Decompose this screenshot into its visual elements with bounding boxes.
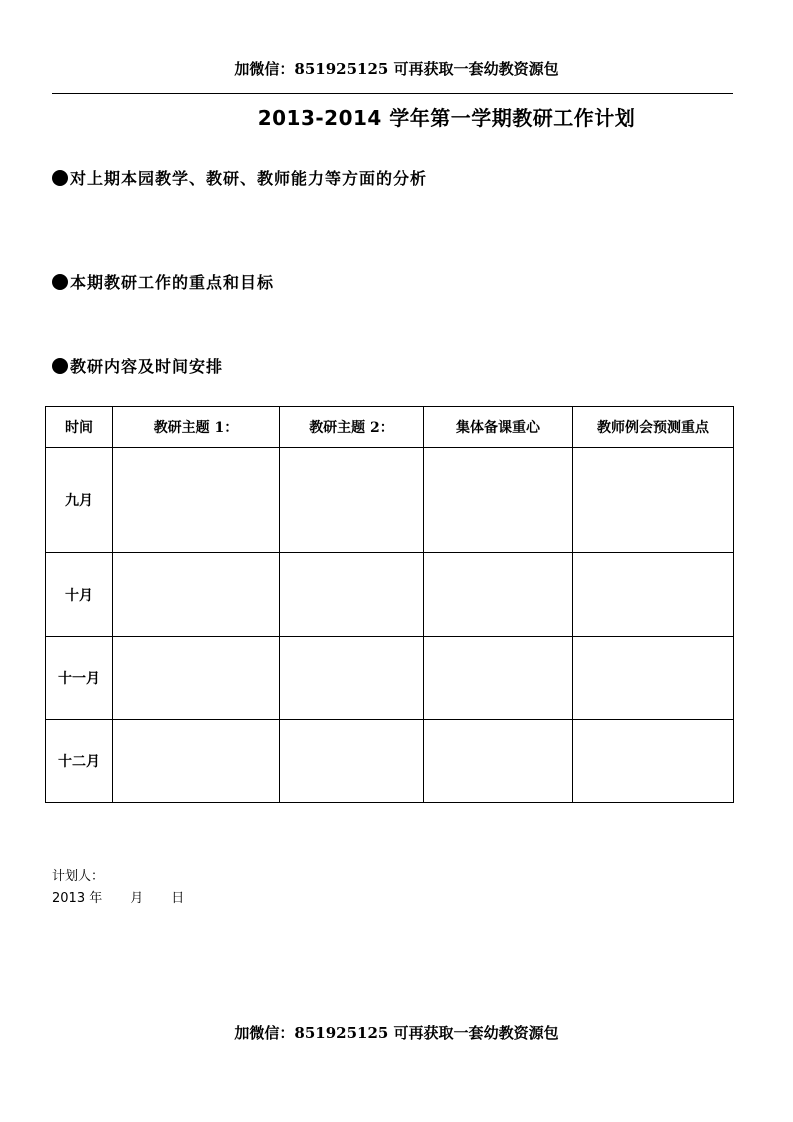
date-day: 日 — [171, 891, 185, 906]
table-cell — [573, 553, 734, 637]
table-cell — [424, 553, 573, 637]
schedule-table — [45, 406, 734, 803]
planner-label: 计划人： — [52, 869, 105, 884]
table-cell — [573, 720, 734, 803]
table-cell — [424, 448, 573, 553]
table-cell — [280, 637, 424, 720]
section-goals — [52, 270, 274, 293]
section-heading: 对上期本园教学、教研、教师能力等方面的分析 — [70, 169, 428, 188]
column-header-topic-1: 教研主题 1： — [113, 407, 280, 448]
column-header-meeting-focus: 教师例会预测重点 — [573, 407, 734, 448]
month-cell: 十二月 — [46, 720, 113, 803]
table-cell — [113, 448, 280, 553]
table-cell — [424, 637, 573, 720]
month-cell: 十月 — [46, 553, 113, 637]
table-cell — [573, 637, 734, 720]
footer-watermark-text: 加微信：851925125 可再获取一套幼教资源包 — [234, 1024, 559, 1042]
table-row — [46, 448, 734, 553]
section-analysis — [52, 166, 427, 189]
table-row — [46, 720, 734, 803]
bullet-icon — [52, 274, 68, 290]
date-year: 2013 年 — [52, 891, 103, 906]
date-month: 月 — [130, 891, 144, 906]
bullet-icon — [52, 358, 68, 374]
month-cell: 九月 — [46, 448, 113, 553]
table-cell — [113, 720, 280, 803]
date-line — [52, 888, 184, 910]
column-header-time: 时间 — [46, 407, 113, 448]
column-header-group-prep: 集体备课重心 — [424, 407, 573, 448]
table-header-row — [46, 407, 734, 448]
table-row — [46, 637, 734, 720]
section-schedule — [52, 354, 223, 377]
table-cell — [113, 553, 280, 637]
table-cell — [280, 553, 424, 637]
page-title: 2013-2014 学年第一学期教研工作计划 — [257, 106, 636, 130]
table-row — [46, 553, 734, 637]
header-watermark-text: 加微信：851925125 可再获取一套幼教资源包 — [234, 60, 559, 78]
month-cell: 十一月 — [46, 637, 113, 720]
table-cell — [280, 448, 424, 553]
table-cell — [280, 720, 424, 803]
section-heading: 本期教研工作的重点和目标 — [70, 273, 275, 292]
header-divider — [52, 93, 733, 94]
column-header-topic-2: 教研主题 2： — [280, 407, 424, 448]
section-heading: 教研内容及时间安排 — [70, 357, 224, 376]
signature-block — [52, 866, 184, 910]
bullet-icon — [52, 170, 68, 186]
table-cell — [573, 448, 734, 553]
table-cell — [113, 637, 280, 720]
table-cell — [424, 720, 573, 803]
